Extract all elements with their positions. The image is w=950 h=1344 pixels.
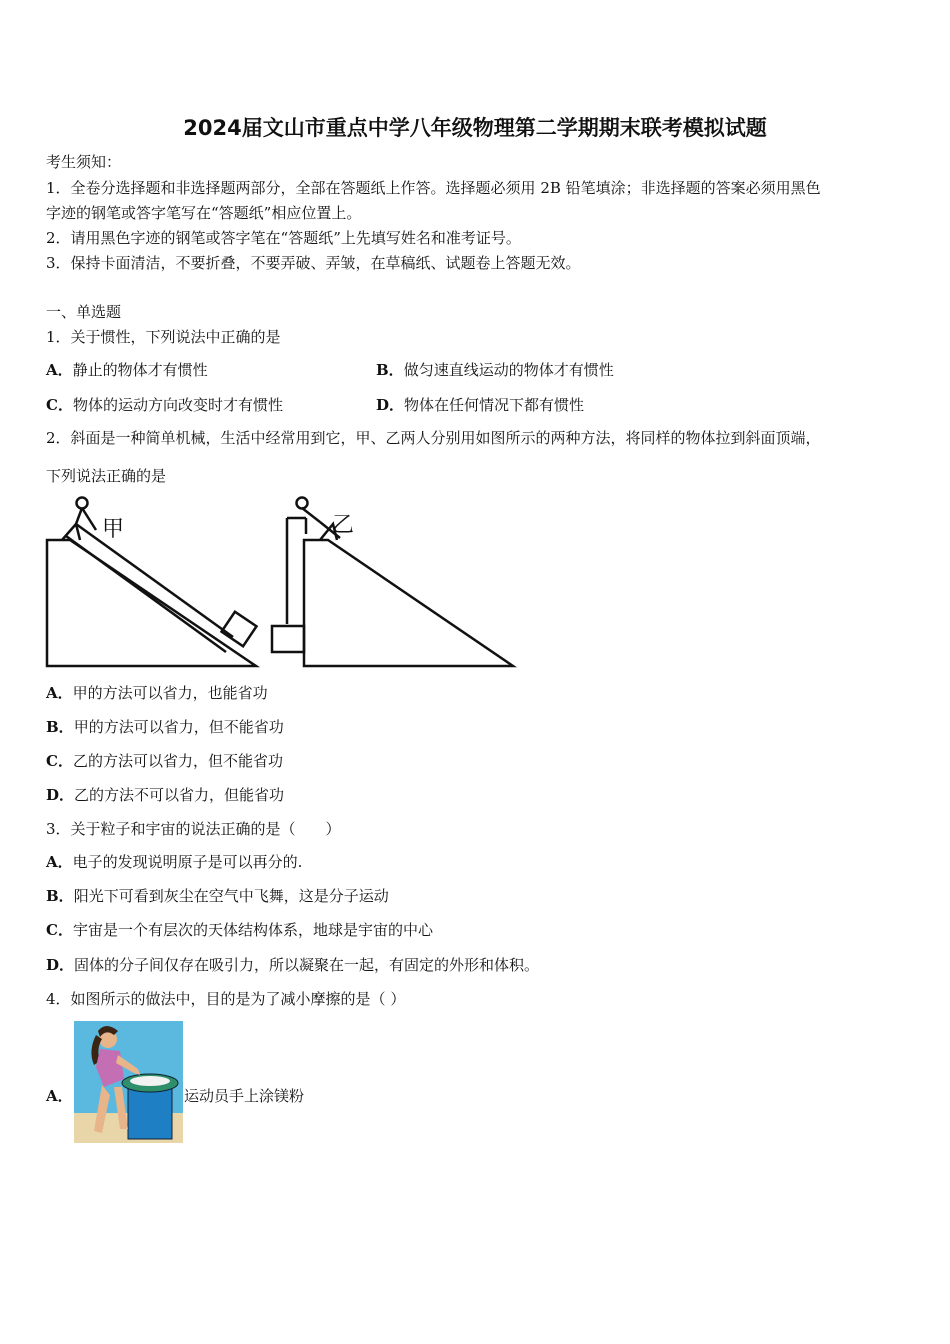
- option-text: 静止的物体才有惯性: [72, 361, 208, 379]
- q2-option-b: [46, 717, 284, 737]
- label-jia: 甲: [102, 517, 125, 542]
- q2-stem: 2．斜面是一种简单机械，生活中经常用到它，甲、乙两人分别用如图所示的两种方法，将同样的物体拉到斜面顶端，: [46, 429, 821, 447]
- option-label: C．: [46, 396, 73, 414]
- option-text: 乙的方法不可以省力，但能省功: [74, 786, 285, 804]
- q1-stem: 1．关于惯性，下列说法中正确的是: [46, 328, 281, 346]
- q4-option-a-text: 运动员手上涂镁粉: [184, 1087, 305, 1105]
- label-yi: 乙: [332, 513, 355, 538]
- option-label: D．: [376, 396, 405, 414]
- option-text: 做匀速直线运动的物体才有惯性: [403, 361, 614, 379]
- athlete-chalk-image: [74, 1021, 183, 1143]
- notice-line-2: 2．请用黑色字迹的钢笔或答字笔在“答题纸”上先填写姓名和准考证号。: [46, 229, 521, 247]
- q3-stem: 3．关于粒子和宇宙的说法正确的是（ ）: [46, 820, 341, 838]
- option-text: 固体的分子间仅存在吸引力，所以凝聚在一起，有固定的外形和体积。: [74, 956, 540, 974]
- q3-option-c: [46, 920, 433, 940]
- option-text: 甲的方法可以省力，也能省功: [72, 684, 268, 702]
- q2-option-c: [46, 751, 283, 771]
- q4-option-a-label: A．: [46, 1087, 73, 1105]
- q3-option-d: [46, 955, 539, 975]
- option-text: 乙的方法可以省力，但不能省功: [72, 752, 283, 770]
- q2-option-a: [46, 683, 268, 703]
- option-label: B．: [46, 887, 74, 905]
- q2-stem-cont: 下列说法正确的是: [46, 467, 167, 485]
- q1-option-d: [376, 395, 584, 415]
- notice-line-1: 1．全卷分选择题和非选择题两部分，全部在答题纸上作答。选择题必须用 2B 铅笔填涂；非选择题的答案必须用黑色: [46, 179, 821, 197]
- notice-heading: 考生须知：: [46, 153, 122, 171]
- option-text: 阳光下可看到灰尘在空气中飞舞，这是分子运动: [73, 887, 389, 905]
- q2-option-d: [46, 785, 284, 805]
- q3-option-a: [46, 852, 302, 872]
- page-title: 2024届文山市重点中学八年级物理第二学期期末联考模拟试题: [183, 116, 767, 140]
- notice-line-3: 3．保持卡面清洁，不要折叠，不要弄破、弄皱，在草稿纸、试题卷上答题无效。: [46, 254, 581, 272]
- option-label: D．: [46, 786, 75, 804]
- section-heading: 一、单选题: [46, 303, 122, 321]
- option-text: 宇宙是一个有层次的天体结构体系，地球是宇宙的中心: [72, 921, 433, 939]
- option-label: A．: [46, 361, 73, 379]
- option-label: A．: [46, 684, 73, 702]
- q3-option-b: [46, 886, 389, 906]
- q1-option-b: [376, 360, 614, 380]
- option-label: B．: [46, 718, 74, 736]
- q1-option-c: [46, 395, 283, 415]
- option-text: 物体的运动方向改变时才有惯性: [72, 396, 283, 414]
- option-label: C．: [46, 921, 73, 939]
- option-text: 电子的发现说明原子是可以再分的.: [72, 853, 303, 871]
- option-text: 物体在任何情况下都有惯性: [404, 396, 585, 414]
- q1-option-a: [46, 360, 208, 380]
- q4-stem: 4．如图所示的做法中，目的是为了减小摩擦的是（ ）: [46, 990, 406, 1008]
- notice-line-1-cont: 字迹的钢笔或答字笔写在“答题纸”相应位置上。: [46, 204, 362, 222]
- option-label: D．: [46, 956, 75, 974]
- option-label: B．: [376, 361, 404, 379]
- option-label: C．: [46, 752, 73, 770]
- incline-figure: [40, 494, 520, 672]
- option-label: A．: [46, 853, 73, 871]
- option-text: 甲的方法可以省力，但不能省功: [73, 718, 284, 736]
